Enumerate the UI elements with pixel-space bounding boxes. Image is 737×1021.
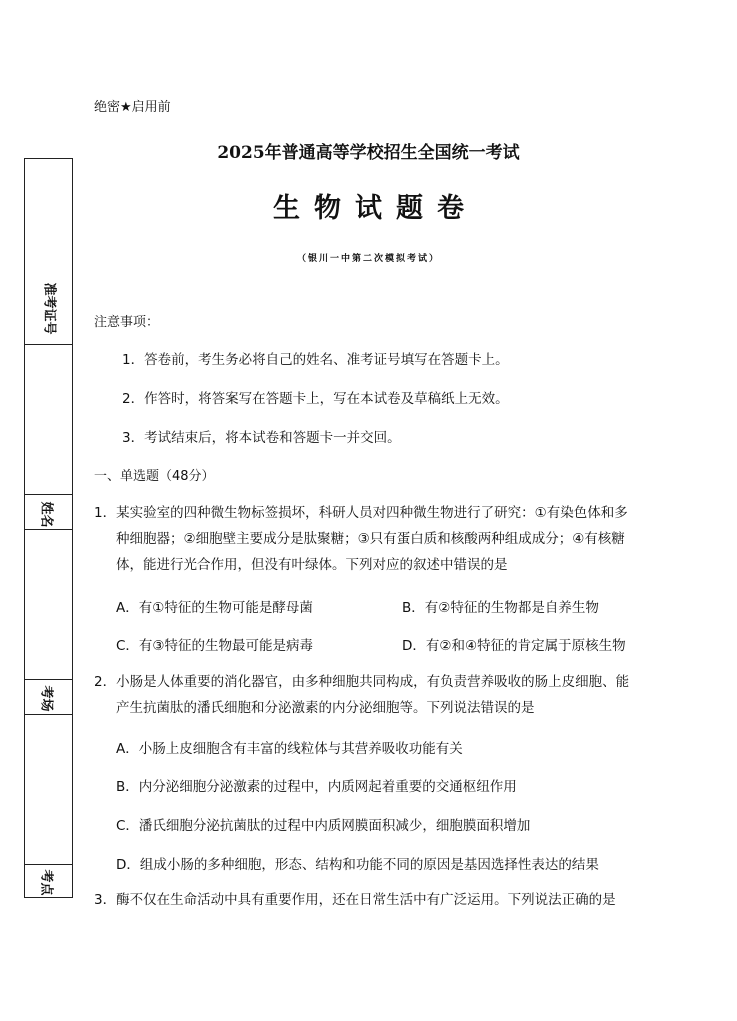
option-b: B．有②特征的生物都是自养生物 [402, 600, 599, 616]
option-a: A．有①特征的生物可能是酵母菌 [116, 600, 313, 616]
strip-divider [25, 529, 72, 530]
strip-label-room: 考场 [38, 685, 54, 712]
option-c: C．有③特征的生物最可能是病毒 [116, 638, 314, 654]
question-line: 产生抗菌肽的潘氏细胞和分泌激素的内分泌细胞等。下列说法错误的是 [116, 700, 535, 716]
strip-label-name: 姓名 [38, 501, 54, 528]
question-line: 体，能进行光合作用，但没有叶绿体。下列对应的叙述中错误的是 [116, 557, 508, 573]
subject-title: 生物试题卷 [273, 193, 478, 224]
notes-heading: 注意事项： [94, 315, 160, 330]
strip-label-exam-id: 准考证号 [41, 282, 57, 335]
question-line: 3．酶不仅在生命活动中具有重要作用，还在日常生活中有广泛运用。下列说法正确的是 [94, 892, 616, 908]
option-c: C．潘氏细胞分泌抗菌肽的过程中内质网膜面积减少，细胞膜面积增加 [116, 818, 531, 834]
note-item: 1．答卷前，考生务必将自己的姓名、准考证号填写在答题卡上。 [122, 352, 509, 368]
option-b: B．内分泌细胞分泌激素的过程中，内质网起着重要的交通枢纽作用 [116, 779, 517, 795]
strip-divider [25, 494, 72, 495]
question-line: 2．小肠是人体重要的消化器官，由多种细胞共同构成，有负责营养吸收的肠上皮细胞、能 [94, 674, 630, 690]
question-line: 种细胞器；②细胞壁主要成分是肽聚糖；③只有蛋白质和核酸两种组成成分；④有核糖 [116, 531, 625, 547]
exam-title: 2025年普通高等学校招生全国统一考试 [217, 143, 520, 163]
strip-divider [25, 864, 72, 865]
option-a: A．小肠上皮细胞含有丰富的线粒体与其营养吸收功能有关 [116, 741, 463, 757]
strip-divider [25, 714, 72, 715]
option-d: D．组成小肠的多种细胞，形态、结构和功能不同的原因是基因选择性表达的结果 [116, 857, 599, 873]
strip-label-site: 考点 [38, 869, 54, 896]
section-title: 一、单选题（48分） [94, 469, 215, 484]
binding-strip [24, 158, 73, 898]
strip-divider [25, 679, 72, 680]
secret-mark: 绝密★启用前 [94, 100, 171, 115]
question-line: 1．某实验室的四种微生物标签损坏，科研人员对四种微生物进行了研究：①有染色体和多 [94, 505, 628, 521]
note-item: 2．作答时，将答案写在答题卡上，写在本试卷及草稿纸上无效。 [122, 391, 509, 407]
exam-note: （银川一中第二次模拟考试） [296, 254, 440, 264]
strip-divider [25, 344, 72, 345]
option-d: D．有②和④特征的肯定属于原核生物 [402, 638, 626, 654]
note-item: 3．考试结束后，将本试卷和答题卡一并交回。 [122, 430, 401, 446]
